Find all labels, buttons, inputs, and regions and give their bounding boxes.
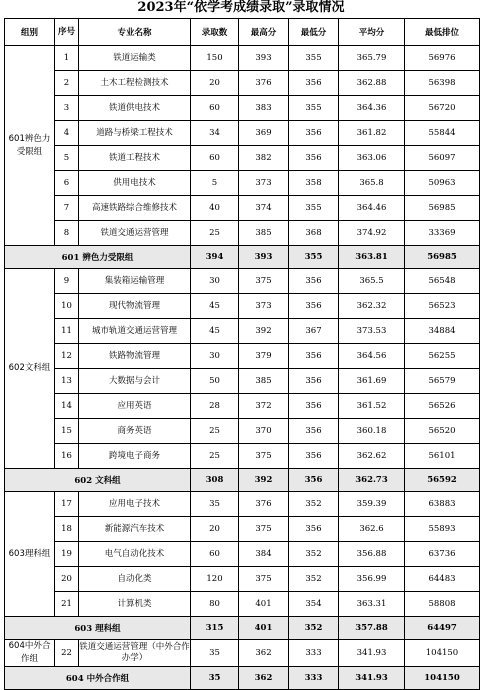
subtotal-admitted: 394 [191,246,239,269]
seq-cell: 22 [55,640,79,667]
seq-cell: 21 [55,592,79,617]
max-cell: 383 [239,96,289,121]
min-cell: 352 [289,567,339,592]
major-cell: 应用英语 [79,394,191,419]
group-name: 602文科组 [5,269,55,469]
page-title: 2023年“依学考成绩录取”录取情况 [137,0,345,15]
admitted-cell: 120 [191,567,239,592]
max-cell: 369 [239,121,289,146]
table-row [5,369,480,394]
admitted-cell: 30 [191,269,239,294]
max-cell: 373 [239,171,289,196]
subtotal-avg: 362.73 [339,469,405,492]
seq-cell: 3 [55,96,79,121]
rank-cell: 64483 [405,567,480,592]
subtotal-avg: 341.93 [339,667,405,690]
rank-cell: 58808 [405,592,480,617]
admitted-cell: 45 [191,294,239,319]
admitted-cell: 60 [191,542,239,567]
min-cell: 356 [289,344,339,369]
min-cell: 367 [289,319,339,344]
table-row [5,294,480,319]
major-cell: 铁道交通运营管理 [79,221,191,246]
avg-cell: 341.93 [339,640,405,667]
seq-cell: 20 [55,567,79,592]
seq-cell: 13 [55,369,79,394]
seq-cell: 4 [55,121,79,146]
min-cell: 355 [289,196,339,221]
avg-cell: 362.32 [339,294,405,319]
seq-cell: 14 [55,394,79,419]
subtotal-min: 355 [289,246,339,269]
major-cell: 铁道交通运营管理（中外合作办学） [79,640,191,667]
subtotal-min: 352 [289,617,339,640]
rank-cell: 63883 [405,492,480,517]
table-row [5,121,480,146]
subtotal-label: 602 文科组 [5,469,191,492]
rank-cell: 56526 [405,394,480,419]
admitted-cell: 5 [191,171,239,196]
subtotal-rank: 56592 [405,469,480,492]
seq-cell: 11 [55,319,79,344]
min-cell: 368 [289,221,339,246]
seq-cell: 2 [55,71,79,96]
table-row [5,221,480,246]
min-cell: 356 [289,394,339,419]
min-cell: 352 [289,542,339,567]
table-row [5,444,480,469]
major-cell: 现代物流管理 [79,294,191,319]
subtotal-rank: 56985 [405,246,480,269]
seq-cell: 7 [55,196,79,221]
table-row [5,96,480,121]
rank-cell: 63736 [405,542,480,567]
subtotal-min: 356 [289,469,339,492]
subtotal-row [5,617,480,640]
rank-cell: 56548 [405,269,480,294]
header-rank: 最低排位 [405,19,480,46]
max-cell: 370 [239,419,289,444]
min-cell: 356 [289,71,339,96]
group-name: 601辨色力受限组 [5,46,55,246]
avg-cell: 364.46 [339,196,405,221]
max-cell: 385 [239,221,289,246]
admitted-cell: 28 [191,394,239,419]
min-cell: 333 [289,640,339,667]
table-row [5,319,480,344]
admitted-cell: 30 [191,344,239,369]
subtotal-max: 393 [239,246,289,269]
max-cell: 375 [239,444,289,469]
major-cell: 铁路物流管理 [79,344,191,369]
rank-cell: 56579 [405,369,480,394]
min-cell: 356 [289,444,339,469]
max-cell: 385 [239,369,289,394]
group-name: 604中外合作组 [5,640,55,667]
max-cell: 392 [239,319,289,344]
seq-cell: 9 [55,269,79,294]
max-cell: 375 [239,269,289,294]
avg-cell: 363.06 [339,146,405,171]
admitted-cell: 150 [191,46,239,71]
max-cell: 384 [239,542,289,567]
avg-cell: 361.52 [339,394,405,419]
header-admitted: 录取数 [191,19,239,46]
min-cell: 356 [289,517,339,542]
min-cell: 356 [289,294,339,319]
major-cell: 计算机类 [79,592,191,617]
max-cell: 374 [239,196,289,221]
table-row [5,640,480,667]
subtotal-label: 601 辨色力受限组 [5,246,191,269]
max-cell: 375 [239,517,289,542]
avg-cell: 356.88 [339,542,405,567]
seq-cell: 10 [55,294,79,319]
max-cell: 382 [239,146,289,171]
subtotal-admitted: 308 [191,469,239,492]
subtotal-row [5,667,480,690]
admitted-cell: 45 [191,319,239,344]
major-cell: 商务英语 [79,419,191,444]
header-row [5,19,480,46]
rank-cell: 33369 [405,221,480,246]
min-cell: 355 [289,46,339,71]
major-cell: 道路与桥梁工程技术 [79,121,191,146]
avg-cell: 364.36 [339,96,405,121]
avg-cell: 363.31 [339,592,405,617]
subtotal-rank: 64497 [405,617,480,640]
rank-cell: 55893 [405,517,480,542]
subtotal-max: 392 [239,469,289,492]
avg-cell: 365.5 [339,269,405,294]
avg-cell: 374.92 [339,221,405,246]
subtotal-min: 333 [289,667,339,690]
header-avg: 平均分 [339,19,405,46]
rank-cell: 56976 [405,46,480,71]
table-row [5,517,480,542]
subtotal-label: 603 理科组 [5,617,191,640]
admitted-cell: 25 [191,419,239,444]
avg-cell: 362.6 [339,517,405,542]
header-min: 最低分 [289,19,339,46]
subtotal-rank: 104150 [405,667,480,690]
major-cell: 自动化类 [79,567,191,592]
subtotal-avg: 357.88 [339,617,405,640]
table-row [5,542,480,567]
major-cell: 集装箱运输管理 [79,269,191,294]
major-cell: 土木工程检测技术 [79,71,191,96]
seq-cell: 17 [55,492,79,517]
avg-cell: 360.18 [339,419,405,444]
admitted-cell: 20 [191,71,239,96]
max-cell: 379 [239,344,289,369]
table-row [5,419,480,444]
max-cell: 393 [239,46,289,71]
min-cell: 356 [289,419,339,444]
table-row [5,492,480,517]
avg-cell: 362.88 [339,71,405,96]
avg-cell: 362.62 [339,444,405,469]
table-row [5,269,480,294]
rank-cell: 56985 [405,196,480,221]
max-cell: 376 [239,71,289,96]
min-cell: 354 [289,592,339,617]
seq-cell: 8 [55,221,79,246]
table-row [5,344,480,369]
min-cell: 352 [289,492,339,517]
table-row [5,567,480,592]
subtotal-max: 401 [239,617,289,640]
avg-cell: 361.69 [339,369,405,394]
rank-cell: 56398 [405,71,480,96]
admitted-cell: 25 [191,444,239,469]
rank-cell: 56520 [405,419,480,444]
max-cell: 362 [239,640,289,667]
major-cell: 铁道运输类 [79,46,191,71]
major-cell: 铁道工程技术 [79,146,191,171]
seq-cell: 5 [55,146,79,171]
admitted-cell: 25 [191,221,239,246]
major-cell: 电气自动化技术 [79,542,191,567]
rank-cell: 56255 [405,344,480,369]
group-name: 603理科组 [5,492,55,617]
avg-cell: 373.53 [339,319,405,344]
min-cell: 358 [289,171,339,196]
avg-cell: 361.82 [339,121,405,146]
rank-cell: 104150 [405,640,480,667]
admitted-cell: 60 [191,146,239,171]
major-cell: 铁道供电技术 [79,96,191,121]
admission-table [4,18,480,690]
subtotal-admitted: 35 [191,667,239,690]
rank-cell: 56101 [405,444,480,469]
max-cell: 375 [239,567,289,592]
table-row [5,71,480,96]
admitted-cell: 35 [191,640,239,667]
table-row [5,46,480,71]
rank-cell: 56097 [405,146,480,171]
admitted-cell: 20 [191,517,239,542]
admitted-cell: 34 [191,121,239,146]
table-row [5,394,480,419]
header-group: 组别 [5,19,55,46]
seq-cell: 15 [55,419,79,444]
max-cell: 376 [239,492,289,517]
seq-cell: 6 [55,171,79,196]
admitted-cell: 80 [191,592,239,617]
major-cell: 大数据与会计 [79,369,191,394]
max-cell: 401 [239,592,289,617]
major-cell: 应用电子技术 [79,492,191,517]
header-max: 最高分 [239,19,289,46]
header-major: 专业名称 [79,19,191,46]
admitted-cell: 35 [191,492,239,517]
rank-cell: 50963 [405,171,480,196]
subtotal-row [5,246,480,269]
avg-cell: 359.39 [339,492,405,517]
min-cell: 356 [289,121,339,146]
major-cell: 城市轨道交通运营管理 [79,319,191,344]
table-row [5,146,480,171]
subtotal-avg: 363.81 [339,246,405,269]
subtotal-max: 362 [239,667,289,690]
avg-cell: 356.99 [339,567,405,592]
admitted-cell: 60 [191,96,239,121]
seq-cell: 16 [55,444,79,469]
rank-cell: 55844 [405,121,480,146]
avg-cell: 365.8 [339,171,405,196]
table-row [5,592,480,617]
subtotal-row [5,469,480,492]
subtotal-label: 604 中外合作组 [5,667,191,690]
rank-cell: 56523 [405,294,480,319]
rank-cell: 34884 [405,319,480,344]
max-cell: 373 [239,294,289,319]
header-seq: 序号 [55,19,79,46]
min-cell: 356 [289,146,339,171]
seq-cell: 19 [55,542,79,567]
major-cell: 跨境电子商务 [79,444,191,469]
major-cell: 新能源汽车技术 [79,517,191,542]
rank-cell: 56720 [405,96,480,121]
admitted-cell: 40 [191,196,239,221]
avg-cell: 365.79 [339,46,405,71]
seq-cell: 18 [55,517,79,542]
seq-cell: 1 [55,46,79,71]
avg-cell: 364.56 [339,344,405,369]
subtotal-admitted: 315 [191,617,239,640]
major-cell: 高速铁路综合维修技术 [79,196,191,221]
seq-cell: 12 [55,344,79,369]
admitted-cell: 50 [191,369,239,394]
table-row [5,196,480,221]
table-row [5,171,480,196]
min-cell: 356 [289,269,339,294]
max-cell: 372 [239,394,289,419]
major-cell: 供用电技术 [79,171,191,196]
min-cell: 356 [289,369,339,394]
min-cell: 355 [289,96,339,121]
